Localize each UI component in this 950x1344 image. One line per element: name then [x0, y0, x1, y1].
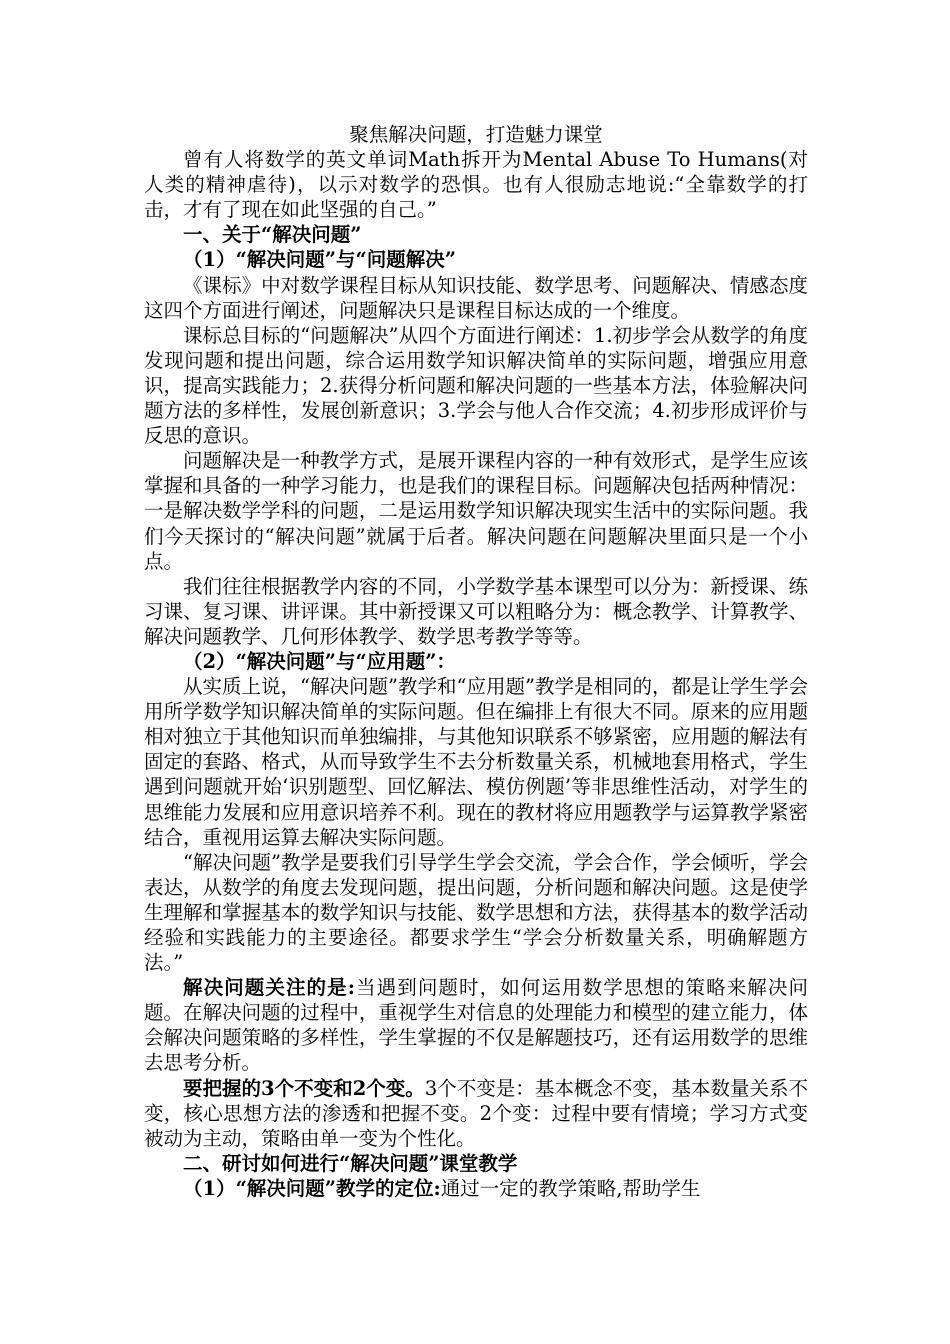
- document-page: [144, 122, 808, 1201]
- section-1-heading: 一、关于“解决问题”: [183, 223, 362, 247]
- grasp-text: 3个不变是：基本概念不变，基本数量关系不变，核心思想方法的渗透和把握不变。2个变：过程中要有情境；学习方式变被动为主动，策略由单一变为个性化。: [144, 1076, 808, 1150]
- document-title: 聚焦解决问题，打造魅力课堂: [349, 123, 603, 146]
- subsection-2-1-paragraph: [144, 1176, 808, 1201]
- paragraph: 问题解决是一种教学方式，是展开课程内容的一种有效形式，是学生应该掌握和具备的一种学习能力，也是我们的课程目标。问题解决包括两种情况：一是解决数学学科的问题，二是运用数学知识解决现实生活中的实际问题。我们今天探讨的“解决问题”就属于后者。解决问题在问题解决里面只是一个小点。: [144, 449, 808, 573]
- paragraph: 我们往往根据教学内容的不同，小学数学基本课型可以分为：新授课、练习课、复习课、讲评课。其中新授课又可以粗略分为：概念教学、计算教学、解决问题教学、几何形体教学、数学思考教学等等。: [144, 574, 808, 648]
- subsection-1-1-heading: （1）“解决问题”与“问题解决”: [183, 248, 456, 272]
- paragraph: 课标总目标的“问题解决”从四个方面进行阐述：1.初步学会从数学的角度发现问题和提出问题，综合运用数学知识解决简单的实际问题，增强应用意识，提高实践能力；2.获得分析问题和解决问题的一些基本方法，体验解决问题方法的多样性，发展创新意识；3.学会与他人合作交流；4.初步形成评价与反思的意识。: [144, 323, 808, 448]
- section-2-heading: 二、研讨如何进行“解决问题”课堂教学: [183, 1151, 518, 1175]
- subsection-2-1-text: 通过一定的教学策略,帮助学生: [440, 1176, 701, 1200]
- focus-text: 当遇到问题时，如何运用数学思想的策略来解决问题。在解决问题的过程中，重视学生对信息的处理能力和模型的建立能力，体会解决问题策略的多样性，学生掌握的不仅是解题技巧，还有运用数学的思维去思考分析。: [144, 976, 808, 1075]
- paragraph: 从实质上说，“解决问题”教学和“应用题”教学是相同的，都是让学生学会用所学数学知识解决简单的实际问题。但在编排上有很大不同。原来的应用题相对独立于其他知识而单独编排，与其他知识联系不够紧密，应用题的解法有固定的套路、格式，从而导致学生不去分析数量关系，机械地套用格式，学生遇到问题就开始‘识别题型、回忆解法、模仿例题’等非思维性活动，对学生的思维能力发展和应用意识培养不利。现在的教材将应用题教学与运算教学紧密结合，重视用运算去解决实际问题。: [144, 675, 808, 849]
- subsection-2-1-label: （1）“解决问题”教学的定位:: [183, 1176, 441, 1200]
- grasp-label: 要把握的3个不变和2个变。: [183, 1076, 425, 1100]
- intro-paragraph: 曾有人将数学的英文单词Math拆开为Mental Abuse To Humans(对人类的精神虐待)，以示对数学的恐惧。也有人很励志地说:“全靠数学的打击，才有了现在如此坚强的自己。”: [144, 148, 808, 222]
- paragraph: 《课标》中对数学课程目标从知识技能、数学思考、问题解决、情感态度这四个方面进行阐述，问题解决只是课程目标达成的一个维度。: [144, 273, 808, 322]
- focus-paragraph: [144, 975, 808, 1075]
- subsection-1-2-heading: （2）“解决问题”与“应用题”：: [183, 649, 456, 673]
- paragraph: “解决问题”教学是要我们引导学生学会交流，学会合作，学会倾听，学会表达，从数学的角度去发现问题，提出问题，分析问题和解决问题。这是使学生理解和掌握基本的数学知识与技能、数学思想和方法，获得基本的数学活动经验和实践能力的主要途径。都要求学生“学会分析数量关系，明确解题方法。”: [144, 850, 808, 975]
- focus-label: 解决问题关注的是:: [183, 976, 355, 1000]
- grasp-paragraph: [144, 1076, 808, 1151]
